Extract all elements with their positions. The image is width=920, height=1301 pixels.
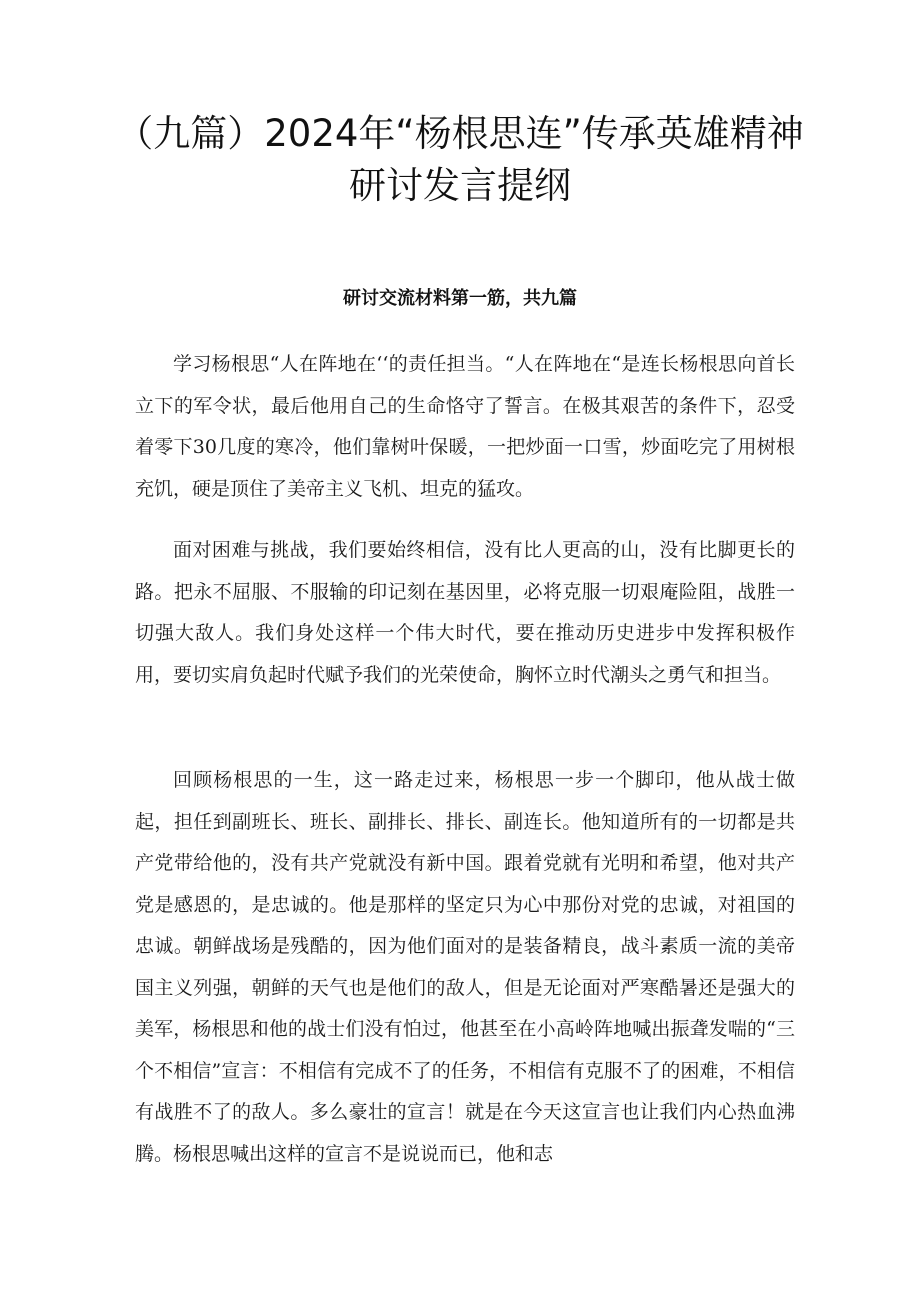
document-subtitle: 研讨交流材料第一筋，共九篇 xyxy=(343,288,577,309)
paragraph-3: 回顾杨根思的一生，这一路走过来，杨根思一步一个脚印，他从战士做起，担任到副班长、班长、副排长、排长、副连长。他知道所有的一切都是共产党带给他的，没有共产党就没有新中国。跟着党就有光明和希望，他对共产党是感恩的，是忠诚的。他是那样的坚定只为心中那份对党的忠诚，对祖国的忠诚。朝鲜战场是残酷的，因为他们面对的是装备精良，战斗素质一流的美帝国主义列强，朝鲜的天气也是他们的敌人，但是无论面对严寒酷暑还是强大的美军，杨根思和他的战士们没有怕过，他甚至在小高岭阵地喊出振聋发喘的“三个不相信”宣言：不相信有完成不了的任务，不相信有克服不了的困难，不相信有战胜不了的敌人。多么豪壮的宣言！就是在今天这宣言也让我们内心热血沸腾。杨根思喊出这样的宣言不是说说而已，他和志 xyxy=(135,769,795,1165)
paragraph-2: 面对困难与挑战，我们要始终相信，没有比人更高的山，没有比脚更长的路。把永不屈服、不服输的印记刻在基因里，必将克服一切艰庵险阻，战胜一切强大敌人。我们身处这样一个伟大时代，要在推动历史进步中发挥积极作用，要切实肩负起时代赋予我们的光荣使命，胸怀立时代潮头之勇气和担当。 xyxy=(135,539,795,686)
paragraph-1: 学习杨根思“人在阵地在‘‘的责任担当。“人在阵地在“是连长杨根思向首长立下的军令状，最后他用自己的生命恪守了誓言。在极其艰苦的条件下，忍受着零下30几度的寒冷，他们靠树叶保暖，一把炒面一口雪，炒面吃完了用树根充饥，硬是顶住了美帝主义飞机、坦克的猛攻。 xyxy=(135,353,795,500)
document-title: （九篇）2024年“杨根思连”传承英雄精神研讨发言提纲 xyxy=(116,112,804,207)
